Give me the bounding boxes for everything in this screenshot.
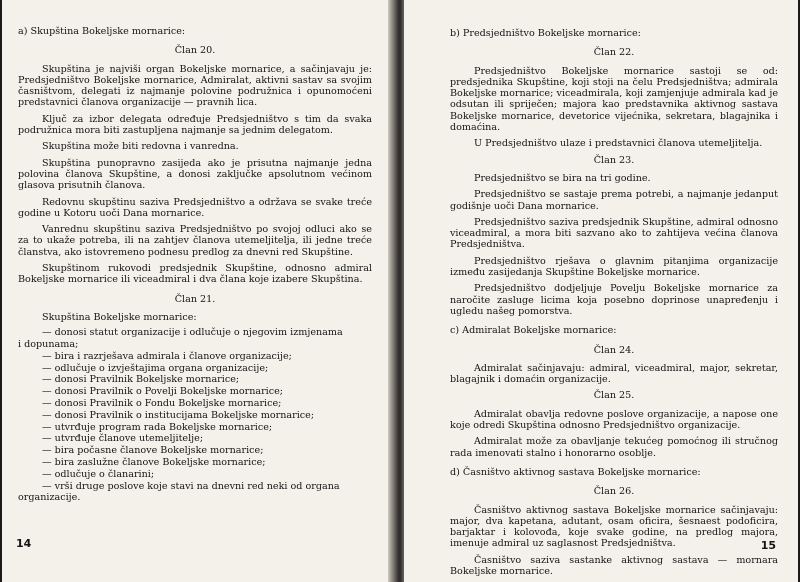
list-item: — bira počasne članove Bokeljske mornarice; <box>42 445 264 457</box>
page-number: 14 <box>16 537 32 550</box>
list-item: — donosi statut organizacije i odlučuje o njegovim izmjenama <box>42 327 343 339</box>
paragraph: Redovnu skupštinu saziva Predsjedništvo a održava se svake treće godine u Kotoru uoči Dana mornarice. <box>18 196 372 219</box>
paragraph: Predsjedništvo saziva predsjednik Skupštine, admiral odnosno viceadmiral, a mora biti sazvano ako to zahtijeva većina članova Predsjedništva. <box>450 216 778 251</box>
paragraph: Predsjedništvo Bokeljske mornarice sastoji se od: predsjednika Skupštine, koji stoji na čelu Predsjedništva; admirala Bokeljske mornarice; viceadmirala, koji zamjenjuje admirala kad je odsutan ili spriječen; majora kao predstavnika aktivnog sastava Bokeljske mornarice, devetorice vijećnika, sekretara, blagajnika i domaćina. <box>450 65 778 134</box>
section-heading-a: a) Skupština Bokeljske mornarice: <box>18 26 186 37</box>
right-page <box>404 0 798 582</box>
paragraph: Admiralat sačinjavaju: admiral, viceadmiral, major, sekretar, blagajnik i domaćin organizacije. <box>450 362 778 386</box>
list-item: i dopunama; <box>18 339 79 351</box>
section-heading-b: b) Predsjedništvo Bokeljske mornarice: <box>450 28 641 39</box>
paragraph: Skupštinom rukovodi predsjednik Skupštine, odnosno admiral Bokeljske mornarice ili viceadmiral i dva člana koje izabere Skupština. <box>18 263 372 286</box>
paragraph: Predsjedništvo se sastaje prema potrebi, a najmanje jedanput godišnje uoči Dana mornarice. <box>450 189 778 212</box>
paragraph: Skupština je najviši organ Bokeljske mornarice, a sačinjavaju je: Predsjedništvo Bokeljske mornarice, Admiralat, aktivni sastav sa svojim časništvom, delegati iz najmanje polovine podružnica i opunomoćeni predstavnici članova organizacije — pravnih lica. <box>18 63 372 109</box>
list-item: — bira i razrješava admirala i članove organizacije; <box>42 350 292 362</box>
article-title-23: Član 23. <box>593 154 635 166</box>
section-heading-d: d) Časništvo aktivnog sastava Bokeljske mornarice: <box>450 466 701 478</box>
paragraph: Admiralat obavlja redovne poslove organizacije, a napose one koje odredi Skupština odnosno Predsjedništvo organizacije. <box>450 408 778 432</box>
paragraph: Admiralat može za obavljanje tekućeg pomoćnog ili stručnog rada imenovati stalno i honorarno osoblje. <box>450 436 778 459</box>
paragraph: Vanrednu skupštinu saziva Predsjedništvo po svojoj odluci ako se za to ukaže potreba, ili na zahtjev članova utemeljitelja, ili jedne treće članstva, ako istovremeno podnesu predlog za dnevni red Skupštine. <box>18 224 372 258</box>
article-intro: Skupština Bokeljske mornarice: <box>42 311 197 323</box>
article-title-20: Član 20. <box>174 45 216 57</box>
paragraph: Predsjedništvo se bira na tri godine. <box>474 172 651 184</box>
list-item: — bira zaslužne članove Bokeljske mornarice; <box>42 457 266 468</box>
paragraph: Predsjedništvo rješava o glavnim pitanjima organizacije između zasijedanja Skupštine Bokeljske mornarice. <box>450 255 778 279</box>
article-title-22: Član 22. <box>593 47 635 59</box>
paragraph: Ključ za izbor delegata određuje Predsjedništvo s tim da svaka podružnica mora biti zastupljena najmanje sa jednim delegatom. <box>18 113 372 137</box>
article-title-25: Član 25. <box>593 390 635 402</box>
list-item: — odlučuje o izvještajima organa organizacije; <box>42 362 269 374</box>
paragraph: U Predsjedništvo ulaze i predstavnici članova utemeljitelja. <box>474 138 763 150</box>
article-title-21: Član 21. <box>174 293 216 305</box>
list-item: — vrši druge poslove koje stavi na dnevni red neki od organa <box>42 480 340 492</box>
page-number: 15 <box>760 539 776 552</box>
list-item: organizacije. <box>18 492 81 504</box>
list-item: — utvrđuje program rada Bokeljske mornarice; <box>42 421 273 433</box>
paragraph: Skupština punopravno zasijeda ako je prisutna najmanje jedna polovina članova Skupštine, a donosi zaključke apsolutnom većinom glasova prisutnih članova. <box>18 157 372 192</box>
paragraph: Časništvo aktivnog sastava Bokeljske mornarice sačinjavaju: major, dva kapetana, adutant, osam oficira, šesnaest podoficira, barjaktar i kolovođa, koje svake godine, na predlog majora, imenuje admiral uz saglasnost Predsjedništva. <box>450 504 778 550</box>
paragraph: Časništvo saziva sastanke aktivnog sastava — mornara Bokeljske mornarice. <box>450 554 778 577</box>
list-item: — donosi Pravilnik o Povelji Bokeljske mornarice; <box>42 386 284 398</box>
list-item: — utvrđuje članove utemeljitelje; <box>42 433 204 445</box>
section-heading-c: c) Admiralat Bokeljske mornarice: <box>450 325 617 337</box>
list-item: — donosi Pravilnik Bokeljske mornarice; <box>42 374 240 386</box>
list-item: — donosi Pravilnik o Fondu Bokeljske mornarice; <box>42 398 282 410</box>
paragraph: Skupština može biti redovna i vanredna. <box>42 141 239 153</box>
paragraph: Predsjedništvo dodjeljuje Povelju Bokeljske mornarice za naročite zasluge licima koja posebno doprinose unapređenju i ugledu našeg pomorstva. <box>450 283 778 317</box>
article-title-26: Član 26. <box>593 486 635 498</box>
left-page <box>2 0 394 582</box>
article-title-24: Član 24. <box>593 344 635 356</box>
list-item: — donosi Pravilnik o institucijama Bokeljske mornarice; <box>42 409 315 421</box>
list-item: — odlučuje o članarini; <box>42 468 155 480</box>
